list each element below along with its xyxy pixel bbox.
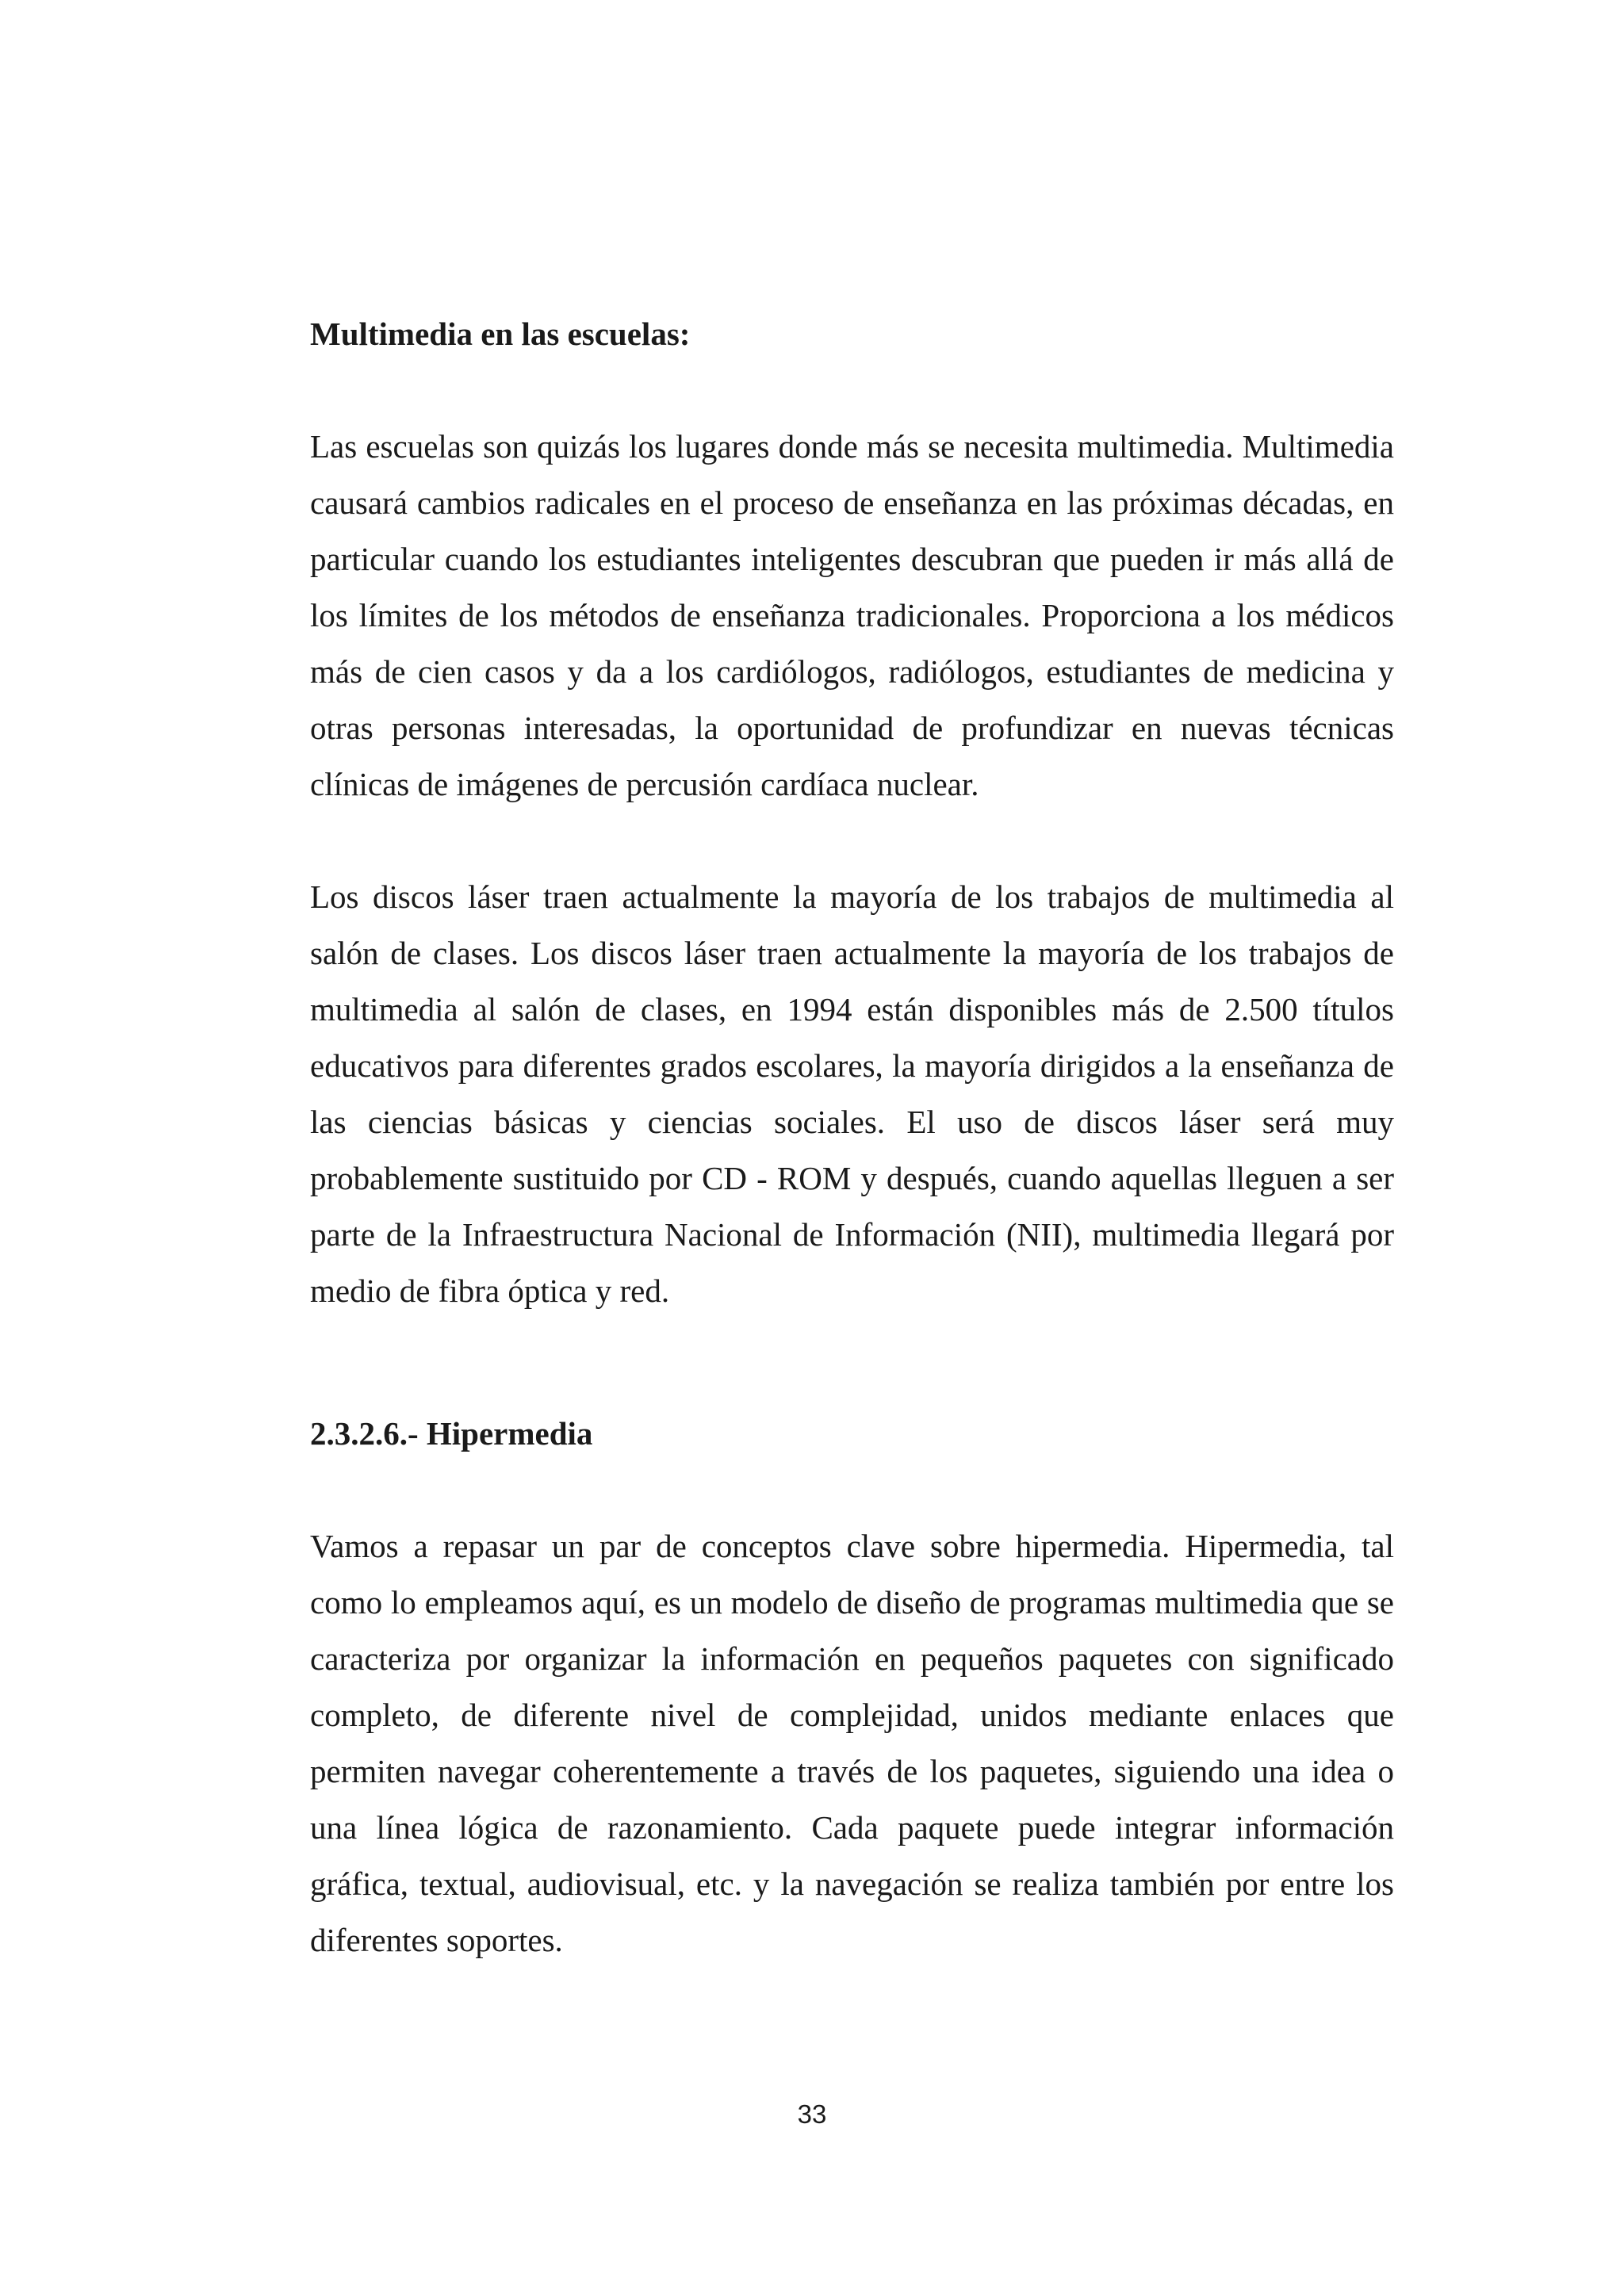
paragraph-discos-laser: Los discos láser traen actualmente la mayoría de los trabajos de multimedia al salón de clases. Los discos láser traen actualmente la mayoría de los trabajos de multimedia al salón de clases, en 1994 están disponibles más de 2.500 títulos educativos para diferentes grados escolares, la mayoría dirigidos a la enseñanza de las ciencias básicas y ciencias sociales. El uso de discos láser será muy probablemente sustituido por CD - ROM y después, cuando aquellas lleguen a ser parte de la Infraestructura Nacional de Información (NII), multimedia llegará por medio de fibra óptica y red. [310, 878, 1394, 1309]
page-content [310, 306, 1394, 1969]
section-heading-multimedia-escuelas: Multimedia en las escuelas: [310, 316, 691, 352]
paragraph-hipermedia: Vamos a repasar un par de conceptos clave sobre hipermedia. Hipermedia, tal como lo empleamos aquí, es un modelo de diseño de programas multimedia que se caracteriza por organizar la información en pequeños paquetes con significado completo, de diferente nivel de complejidad, unidos mediante enlaces que permiten navegar coherentemente a través de los paquetes, siguiendo una idea o una línea lógica de razonamiento. Cada paquete puede integrar información gráfica, textual, audiovisual, etc. y la navegación se realiza también por entre los diferentes soportes. [310, 1528, 1394, 1958]
section-heading-hipermedia: 2.3.2.6.- Hipermedia [310, 1415, 593, 1452]
page-number: 33 [797, 2099, 827, 2129]
paragraph-escuelas: Las escuelas son quizás los lugares donde más se necesita multimedia. Multimedia causará cambios radicales en el proceso de enseñanza en las próximas décadas, en particular cuando los estudiantes inteligentes descubran que pueden ir más allá de los límites de los métodos de enseñanza tradicionales. Proporciona a los médicos más de cien casos y da a los cardiólogos, radiólogos, estudiantes de medicina y otras personas interesadas, la oportunidad de profundizar en nuevas técnicas clínicas de imágenes de percusión cardíaca nuclear. [310, 428, 1394, 802]
